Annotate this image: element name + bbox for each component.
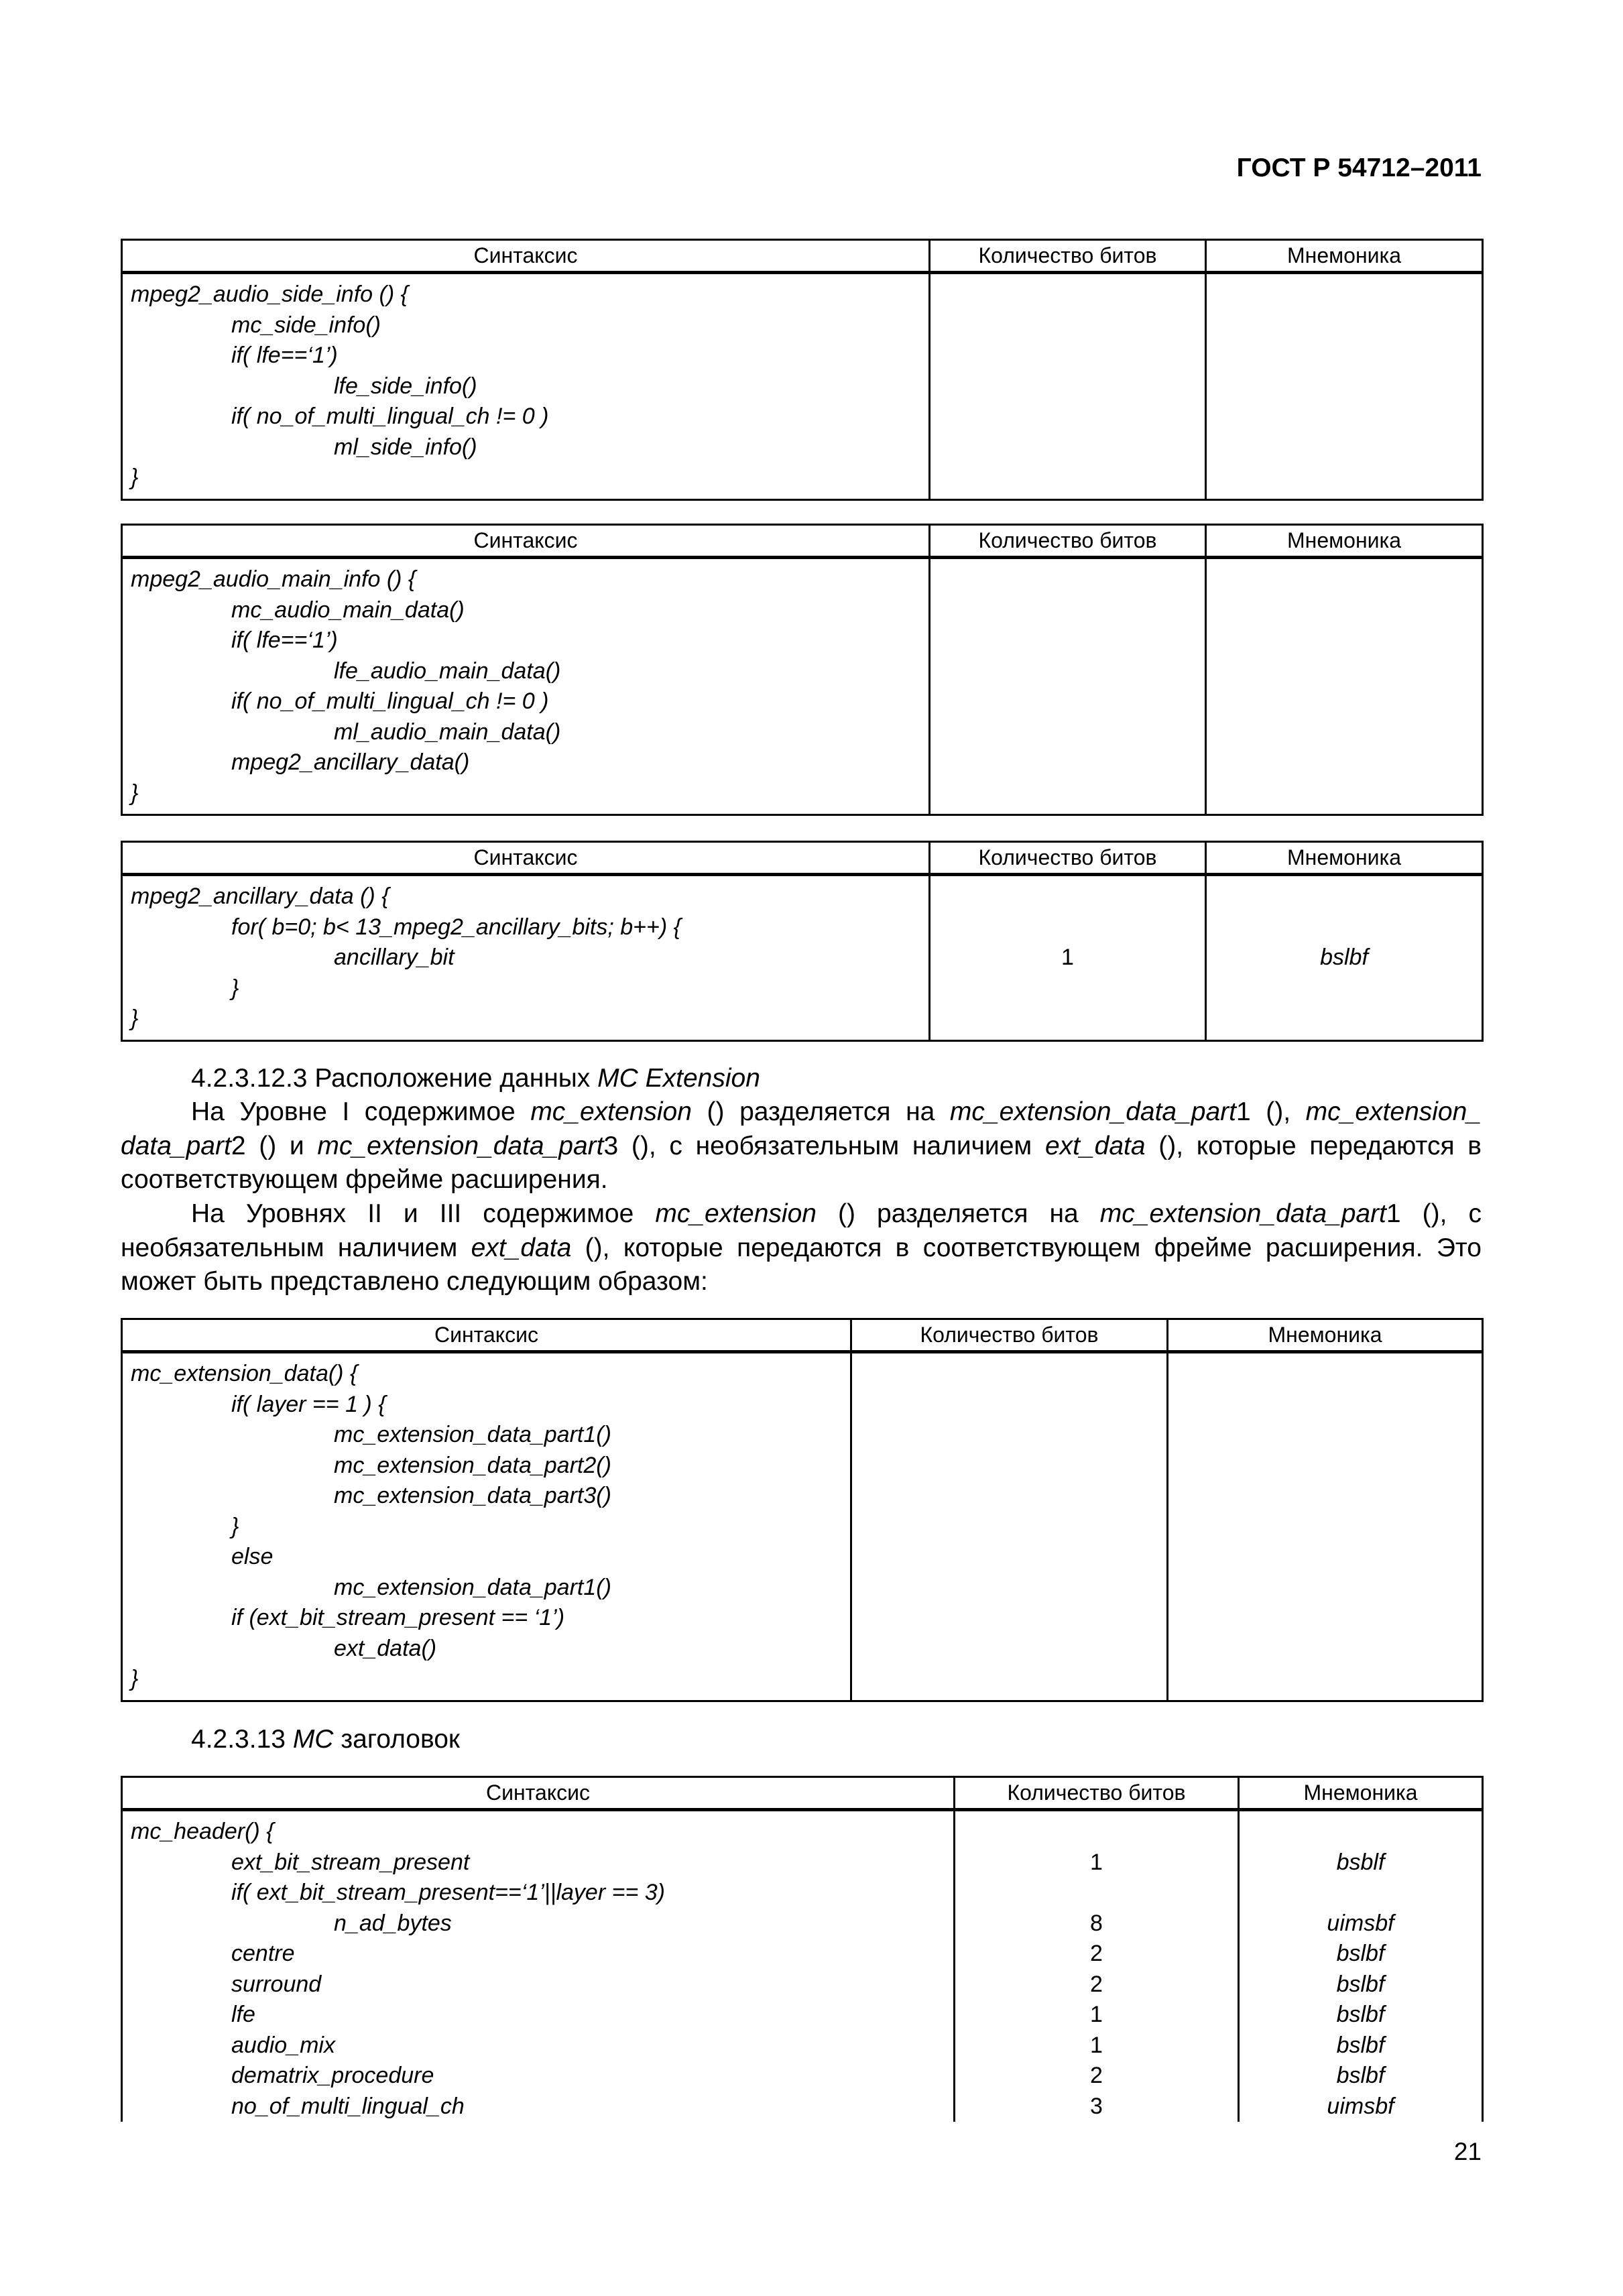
bits-cell xyxy=(851,1352,1168,1701)
syntax-line: for( b=0; b< 13_mpeg2_ancillary_bits; b++) { xyxy=(231,914,681,940)
mnemonic-cell xyxy=(1206,558,1483,815)
column-header-bits: Количество битов xyxy=(930,240,1206,273)
mnemonic-cell xyxy=(1206,273,1483,500)
bits-value: 8 xyxy=(1090,1910,1103,1936)
mnemonic-value xyxy=(1207,973,1482,1004)
bits-value: 1 xyxy=(1061,945,1074,970)
syntax-cell xyxy=(122,1352,851,1701)
syntax-line: ext_bit_stream_present xyxy=(231,1849,470,1875)
syntax-line: if( layer == 1 ) { xyxy=(231,1391,386,1417)
column-header-bits: Количество битов xyxy=(930,525,1206,558)
syntax-line: ext_data() xyxy=(334,1635,437,1661)
column-header-mnemonic: Мнемоника xyxy=(1206,240,1483,273)
syntax-line: if( lfe==‘1’) xyxy=(231,627,338,653)
syntax-line: mc_extension_data_part1() xyxy=(334,1422,611,1447)
bits-value xyxy=(930,882,1205,912)
mnemonic-value xyxy=(1207,1004,1482,1034)
syntax-line: else xyxy=(231,1544,274,1569)
syntax-line: ml_side_info() xyxy=(334,434,477,460)
column-header-syntax: Синтаксис xyxy=(122,240,930,273)
syntax-line: mpeg2_ancillary_data () { xyxy=(131,884,389,909)
mnemonic-cell xyxy=(1206,875,1483,1041)
syntax-cell xyxy=(122,875,930,1041)
bits-value xyxy=(955,1817,1238,1848)
bits-value: 2 xyxy=(1090,1971,1103,1997)
syntax-cell xyxy=(122,1810,955,2122)
bits-value: 1 xyxy=(1090,2002,1103,2027)
syntax-line: lfe xyxy=(231,2002,255,2027)
section-heading-4-2-3-13 xyxy=(191,1723,460,1756)
mnemonic-value: bsblf xyxy=(1336,1849,1385,1875)
mnemonic-cell xyxy=(1168,1352,1483,1701)
syntax-line: } xyxy=(131,780,139,806)
bits-value: 2 xyxy=(1090,2063,1103,2088)
bits-value: 2 xyxy=(1090,1941,1103,1966)
paragraph-level-2-3: На Уровнях II и III содержимое mc_extension () разделяется на mc_extension_data_part1 (), с необязательным наличием ext_data (), которые передаются в соответствующем фрейме расширения. Это может быть представлено следующим образом: xyxy=(121,1199,1482,1296)
bits-value: 1 xyxy=(1090,2032,1103,2058)
column-header-mnemonic: Мнемоника xyxy=(1239,1777,1483,1810)
heading-term: MC xyxy=(292,1725,334,1754)
syntax-line: mpeg2_audio_side_info () { xyxy=(131,282,408,307)
syntax-cell xyxy=(122,273,930,500)
syntax-line: mc_extension_data() { xyxy=(131,1361,358,1386)
column-header-syntax: Синтаксис xyxy=(122,525,930,558)
column-header-bits: Количество битов xyxy=(955,1777,1239,1810)
section-heading-4-2-3-12-3 xyxy=(191,1062,760,1095)
syntax-line: if( no_of_multi_lingual_ch != 0 ) xyxy=(231,688,549,714)
mnemonic-value: bslbf xyxy=(1336,2002,1385,2027)
bits-cell xyxy=(930,558,1206,815)
column-header-mnemonic: Мнемоника xyxy=(1206,842,1483,875)
syntax-line: } xyxy=(231,975,239,1001)
bits-cell xyxy=(955,1810,1239,2122)
mnemonic-value: bslbf xyxy=(1336,2063,1385,2088)
syntax-line: mc_header() { xyxy=(131,1819,274,1844)
syntax-table-side-info xyxy=(121,239,1484,501)
syntax-line: if( ext_bit_stream_present==‘1’||layer == 3) xyxy=(231,1880,665,1905)
syntax-line: if (ext_bit_stream_present == ‘1’) xyxy=(231,1605,565,1630)
document-id-header: ГОСТ Р 54712–2011 xyxy=(1236,154,1482,182)
syntax-table-ancillary-data xyxy=(121,841,1484,1042)
column-header-mnemonic: Мнемоника xyxy=(1168,1319,1483,1352)
page-number: 21 xyxy=(1453,2138,1482,2165)
column-header-syntax: Синтаксис xyxy=(122,1777,955,1810)
syntax-line: n_ad_bytes xyxy=(334,1910,452,1936)
syntax-cell xyxy=(122,558,930,815)
syntax-table-mc-header xyxy=(121,1776,1484,2122)
syntax-line: no_of_multi_lingual_ch xyxy=(231,2093,465,2119)
syntax-line: mpeg2_audio_main_info () { xyxy=(131,566,416,592)
mnemonic-value xyxy=(1240,1878,1482,1909)
syntax-line: } xyxy=(131,1666,139,1691)
syntax-line: } xyxy=(131,1006,139,1031)
syntax-line: } xyxy=(231,1513,239,1539)
paragraph-level-1: На Уровне I содержимое mc_extension () разделяется на mc_extension_data_part1 (), mc_extension_ data_part2 () и mc_extension_data_part3 (), с необязательным наличием ext_data (), которые передаются в соответствующем фрейме расширения. xyxy=(121,1097,1482,1194)
syntax-line: audio_mix xyxy=(231,2032,335,2058)
column-header-bits: Количество битов xyxy=(851,1319,1168,1352)
syntax-line: mc_extension_data_part2() xyxy=(334,1452,611,1478)
syntax-table-main-info xyxy=(121,524,1484,816)
bits-value xyxy=(955,1878,1238,1909)
bits-value xyxy=(930,973,1205,1004)
syntax-line: ancillary_bit xyxy=(334,945,455,970)
column-header-mnemonic: Мнемоника xyxy=(1206,525,1483,558)
heading-term: MC Extension xyxy=(597,1064,760,1093)
syntax-line: centre xyxy=(231,1941,295,1966)
mnemonic-value xyxy=(1240,1817,1482,1848)
column-header-syntax: Синтаксис xyxy=(122,1319,851,1352)
bits-value: 1 xyxy=(1090,1849,1103,1875)
syntax-line: } xyxy=(131,465,139,490)
syntax-table-mc-extension-data xyxy=(121,1318,1484,1702)
syntax-line: ml_audio_main_data() xyxy=(334,719,561,745)
syntax-line: if( no_of_multi_lingual_ch != 0 ) xyxy=(231,404,549,429)
mnemonic-value: bslbf xyxy=(1336,1941,1385,1966)
mnemonic-value: uimsbf xyxy=(1327,1910,1394,1936)
heading-number: 4.2.3.12.3 Расположение данных xyxy=(191,1064,591,1093)
syntax-line: surround xyxy=(231,1971,322,1997)
mnemonic-value: uimsbf xyxy=(1327,2093,1394,2119)
heading-number: 4.2.3.13 xyxy=(191,1725,286,1754)
mnemonic-value: bslbf xyxy=(1336,2032,1385,2058)
bits-cell xyxy=(930,875,1206,1041)
column-header-syntax: Синтаксис xyxy=(122,842,930,875)
mnemonic-value xyxy=(1207,882,1482,912)
mnemonic-cell xyxy=(1239,1810,1483,2122)
bits-value xyxy=(930,912,1205,943)
mnemonic-value: bslbf xyxy=(1336,1971,1385,1997)
bits-value: 3 xyxy=(1090,2093,1103,2119)
syntax-line: mc_extension_data_part3() xyxy=(334,1483,611,1508)
syntax-line: lfe_audio_main_data() xyxy=(334,658,561,684)
bits-cell xyxy=(930,273,1206,500)
heading-rest: заголовок xyxy=(333,1725,460,1754)
syntax-line: mc_side_info() xyxy=(231,312,381,338)
syntax-line: if( lfe==‘1’) xyxy=(231,343,338,368)
mnemonic-value xyxy=(1207,912,1482,943)
syntax-line: mpeg2_ancillary_data() xyxy=(231,749,470,775)
bits-value xyxy=(930,1004,1205,1034)
syntax-line: lfe_side_info() xyxy=(334,373,477,399)
syntax-line: mc_audio_main_data() xyxy=(231,597,465,623)
syntax-line: dematrix_procedure xyxy=(231,2063,434,2088)
column-header-bits: Количество битов xyxy=(930,842,1206,875)
syntax-line: mc_extension_data_part1() xyxy=(334,1574,611,1600)
mnemonic-value: bslbf xyxy=(1320,945,1368,970)
